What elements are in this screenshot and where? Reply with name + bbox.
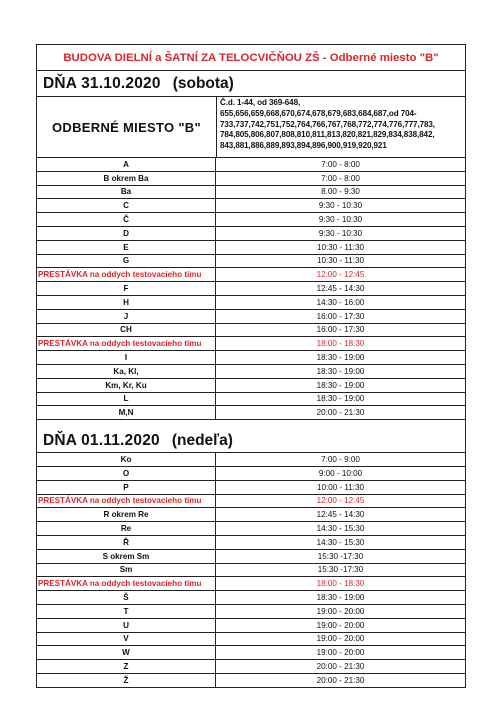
time-slot: 8.00 - 9:30: [321, 187, 360, 197]
table-row: [37, 453, 465, 467]
time-slot: 20:00 - 21:30: [316, 661, 365, 671]
surname-letter: Sm: [37, 564, 216, 577]
time-slot: 12:45 - 14:30: [316, 284, 365, 294]
time-slot: 9:30 - 10:30: [318, 215, 363, 225]
table-row: [37, 296, 465, 310]
time-slot: 16:00 - 17:30: [316, 311, 365, 321]
surname-letter: G: [37, 255, 216, 268]
table-row: [37, 481, 465, 495]
surname-letter: T: [37, 605, 216, 618]
surname-letter: S okrem Sm: [37, 550, 216, 563]
pause-row: [37, 577, 465, 591]
time-slot: 10:00 - 11:30: [316, 482, 365, 492]
day1-weekday: (sobota): [172, 74, 234, 92]
table-row: [37, 282, 465, 296]
time-slot: 19:00 - 20:00: [316, 606, 365, 616]
time-slot: 18:30 - 19:00: [316, 380, 365, 390]
table-row: [37, 365, 465, 379]
time-slot: 10:30 - 11:30: [316, 256, 365, 266]
pause-row: [37, 495, 465, 509]
table-row: [37, 660, 465, 674]
surname-letter: O: [37, 467, 216, 480]
time-slot: 12:00 - 12:45: [316, 270, 365, 280]
pause-label: PRESTÁVKA na oddych testovacieho tímu: [37, 268, 216, 281]
pause-label: PRESTÁVKA na oddych testovacieho tímu: [37, 337, 216, 350]
time-slot: 15:30 -17:30: [317, 551, 364, 561]
surname-letter: Ř: [37, 536, 216, 549]
house-numbers-line: Č.d. 1-44, od 369-648,: [220, 98, 301, 107]
time-slot: 14:30 - 16:00: [316, 297, 365, 307]
surname-letter: J: [37, 310, 216, 323]
table-row: [37, 406, 465, 419]
time-slot: 14:30 - 15:30: [316, 537, 365, 547]
surname-letter: Č: [37, 213, 216, 226]
time-slot: 19:00 - 20:00: [316, 634, 365, 644]
time-slot: 7:00 - 8:00: [321, 159, 360, 169]
house-numbers-line: 733,737,742,751,752,764,766,767,768,772,774,776,777,783,: [220, 119, 435, 129]
surname-letter: V: [37, 633, 216, 646]
surname-letter: Ž: [37, 674, 216, 687]
time-slot: 18:00 - 18:30: [316, 579, 365, 589]
table-row: [37, 310, 465, 324]
surname-letter: C: [37, 199, 216, 212]
table-row: [37, 199, 465, 213]
time-slot: 9:30 - 10:30: [318, 228, 363, 238]
table-row: [37, 508, 465, 522]
table-row: [37, 379, 465, 393]
surname-letter: B okrem Ba: [37, 172, 216, 185]
table-row: [37, 674, 465, 687]
table-row: [37, 467, 465, 481]
time-slot: 18:00 - 18:30: [316, 339, 365, 349]
surname-letter: H: [37, 296, 216, 309]
time-slot: 16:00 - 17:30: [316, 325, 365, 335]
surname-letter: Km, Kr, Ku: [37, 379, 216, 392]
time-slot: 15:30 -17:30: [317, 565, 364, 575]
time-slot: 18:30 - 19:00: [316, 353, 365, 363]
table-row: [37, 158, 465, 172]
time-slot: 10:30 - 11:30: [316, 242, 365, 252]
surname-letter: Z: [37, 660, 216, 673]
table-row: [37, 605, 465, 619]
pause-label: PRESTÁVKA na oddych testovacieho tímu: [37, 495, 216, 508]
day2-table: [37, 453, 465, 687]
table-row: [37, 646, 465, 660]
table-row: [37, 550, 465, 564]
surname-letter: P: [37, 481, 216, 494]
time-slot: 9:30 - 10:30: [318, 201, 363, 211]
surname-letter: I: [37, 351, 216, 364]
pause-row: [37, 337, 465, 351]
table-row: [37, 324, 465, 338]
day1-header: [37, 71, 465, 97]
surname-letter: Ko: [37, 453, 216, 466]
pause-row: [37, 268, 465, 282]
time-slot: 14:30 - 15:30: [316, 524, 365, 534]
schedule-sheet: [36, 44, 466, 688]
house-numbers-line: 655,656,659,668,670,674,678,679,683,684,687,od 704-: [220, 108, 417, 118]
surname-letter: M,N: [37, 406, 216, 419]
table-row: [37, 633, 465, 647]
house-numbers: [217, 97, 465, 157]
table-row: [37, 393, 465, 407]
time-slot: 9:00 - 10:00: [318, 468, 363, 478]
surname-letter: CH: [37, 324, 216, 337]
surname-letter: Ba: [37, 186, 216, 199]
surname-letter: R okrem Re: [37, 508, 216, 521]
surname-letter: L: [37, 393, 216, 406]
table-row: [37, 591, 465, 605]
surname-letter: E: [37, 241, 216, 254]
surname-letter: D: [37, 227, 216, 240]
table-row: [37, 213, 465, 227]
place-label: ODBERNÉ MIESTO "B": [37, 97, 217, 157]
day1-table: [37, 158, 465, 419]
house-numbers-line: 843,881,886,889,893,894,896,900,919,920,921: [220, 141, 387, 151]
table-row: [37, 619, 465, 633]
time-slot: 18:30 - 19:00: [316, 394, 365, 404]
surname-letter: A: [37, 158, 216, 171]
time-slot: 12:45 - 14:30: [316, 510, 365, 520]
day2-weekday: (nedeľa): [171, 432, 233, 450]
time-slot: 12:00 - 12:45: [316, 496, 365, 506]
time-slot: 18:30 - 19:00: [316, 593, 365, 602]
surname-letter: W: [37, 646, 216, 659]
table-row: [37, 255, 465, 269]
title-row: [37, 45, 465, 71]
day1-date: DŇA 31.10.2020: [43, 74, 161, 92]
table-row: [37, 522, 465, 536]
time-slot: 19:00 - 20:00: [316, 620, 365, 630]
day2-date: DŇA 01.11.2020: [43, 432, 160, 450]
table-row: [37, 227, 465, 241]
surname-letter: Ka, Kl,: [37, 365, 216, 378]
page-title: BUDOVA DIELNÍ a ŠATNÍ ZA TELOCVIČŇOU ZŠ - Odberné miesto "B": [63, 51, 439, 64]
time-slot: 20:00 - 21:30: [316, 408, 365, 418]
surname-letter: Š: [37, 591, 216, 604]
place-header-row: [37, 97, 465, 158]
table-row: [37, 351, 465, 365]
pause-label: PRESTÁVKA na oddych testovacieho tímu: [37, 577, 216, 590]
time-slot: 20:00 - 21:30: [316, 675, 365, 685]
surname-letter: F: [37, 282, 216, 295]
table-row: [37, 186, 465, 200]
time-slot: 19:00 - 20:00: [316, 648, 365, 658]
time-slot: 7:00 - 9:00: [321, 455, 360, 465]
house-numbers-line: 784,805,806,807,808,810,811,813,820,821,829,834,838,842,: [220, 130, 435, 140]
time-slot: 7:00 - 8:00: [321, 173, 360, 183]
table-row: [37, 241, 465, 255]
table-row: [37, 172, 465, 186]
table-row: [37, 536, 465, 550]
surname-letter: Re: [37, 522, 216, 535]
table-row: [37, 564, 465, 578]
time-slot: 18:30 - 19:00: [316, 366, 365, 376]
surname-letter: U: [37, 619, 216, 632]
day2-header: [37, 419, 465, 453]
